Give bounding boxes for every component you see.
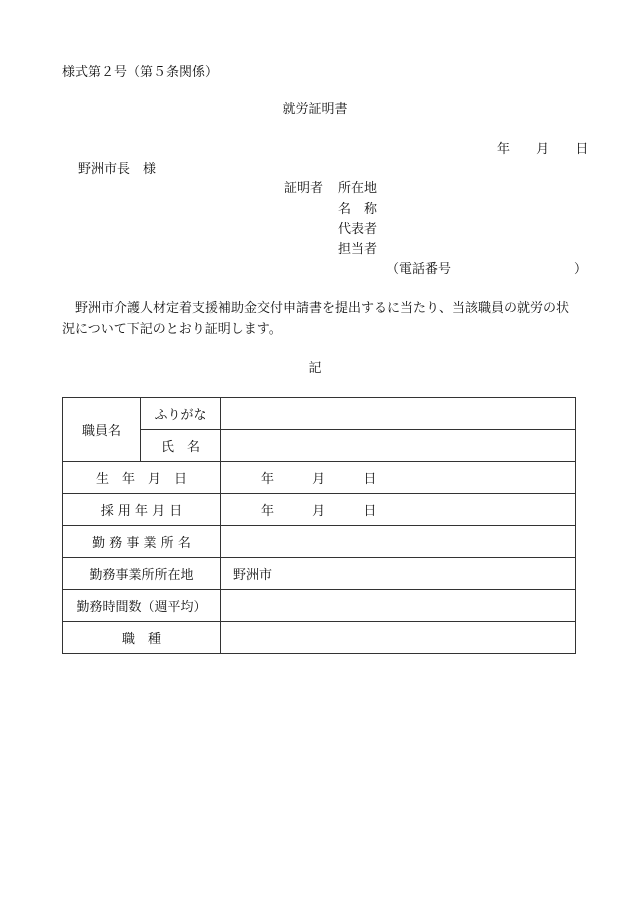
table-row bbox=[63, 494, 576, 526]
phone-number-close: ） bbox=[574, 262, 588, 277]
certification-statement: 野洲市介護人材定着支援補助金交付申請書を提出するに当たり、当該職員の就労の状況について下記のとおり証明します。 bbox=[62, 301, 570, 337]
certifier-label: 証明者 bbox=[284, 181, 324, 196]
phone-number-label: （電話番号 bbox=[386, 262, 452, 277]
workplace-name-label: 勤 務 事 業 所 名 bbox=[63, 526, 221, 558]
work-hours-field[interactable] bbox=[221, 590, 576, 622]
certifier-representative-label: 代表者 bbox=[338, 222, 378, 237]
certifier-name-label: 名 称 bbox=[338, 202, 378, 217]
form-number: 様式第２号（第５条関係） bbox=[62, 65, 219, 80]
shimei-label: 氏 名 bbox=[141, 430, 221, 462]
employee-info-table bbox=[62, 397, 576, 654]
ki-heading: 記 bbox=[308, 361, 322, 376]
birth-date-label: 生 年 月 日 bbox=[63, 462, 221, 494]
birth-day-unit: 日 bbox=[363, 472, 377, 487]
furigana-label: ふりがな bbox=[141, 398, 221, 430]
table-row bbox=[63, 398, 576, 430]
workplace-name-field[interactable] bbox=[221, 526, 576, 558]
table-row bbox=[63, 558, 576, 590]
birth-year-unit: 年 bbox=[261, 472, 275, 487]
job-type-label: 職 種 bbox=[63, 622, 221, 654]
furigana-field[interactable] bbox=[221, 398, 576, 430]
document-title: 就労証明書 bbox=[282, 102, 348, 117]
table-row bbox=[63, 622, 576, 654]
hire-date-field[interactable] bbox=[221, 494, 576, 526]
certifier-staff-label: 担当者 bbox=[338, 242, 378, 257]
workplace-address-field[interactable]: 野洲市 bbox=[221, 558, 576, 590]
employee-name-label: 職員名 bbox=[63, 398, 141, 462]
work-hours-label: 勤務時間数（週平均） bbox=[63, 590, 221, 622]
hire-day-unit: 日 bbox=[363, 504, 377, 519]
table-row bbox=[63, 526, 576, 558]
name-field[interactable] bbox=[221, 430, 576, 462]
workplace-address-label: 勤務事業所所在地 bbox=[63, 558, 221, 590]
hire-year-unit: 年 bbox=[261, 504, 275, 519]
issue-date bbox=[497, 143, 588, 156]
job-type-field[interactable] bbox=[221, 622, 576, 654]
date-day: 日 bbox=[575, 142, 589, 157]
birth-date-field[interactable] bbox=[221, 462, 576, 494]
date-year: 年 bbox=[497, 142, 511, 157]
table-row bbox=[63, 590, 576, 622]
table-row bbox=[63, 462, 576, 494]
birth-month-unit: 月 bbox=[312, 472, 326, 487]
certifier-address-label: 所在地 bbox=[338, 181, 378, 196]
date-month: 月 bbox=[536, 142, 550, 157]
addressee: 野洲市長 様 bbox=[78, 162, 157, 177]
hire-month-unit: 月 bbox=[312, 504, 326, 519]
hire-date-label: 採 用 年 月 日 bbox=[63, 494, 221, 526]
